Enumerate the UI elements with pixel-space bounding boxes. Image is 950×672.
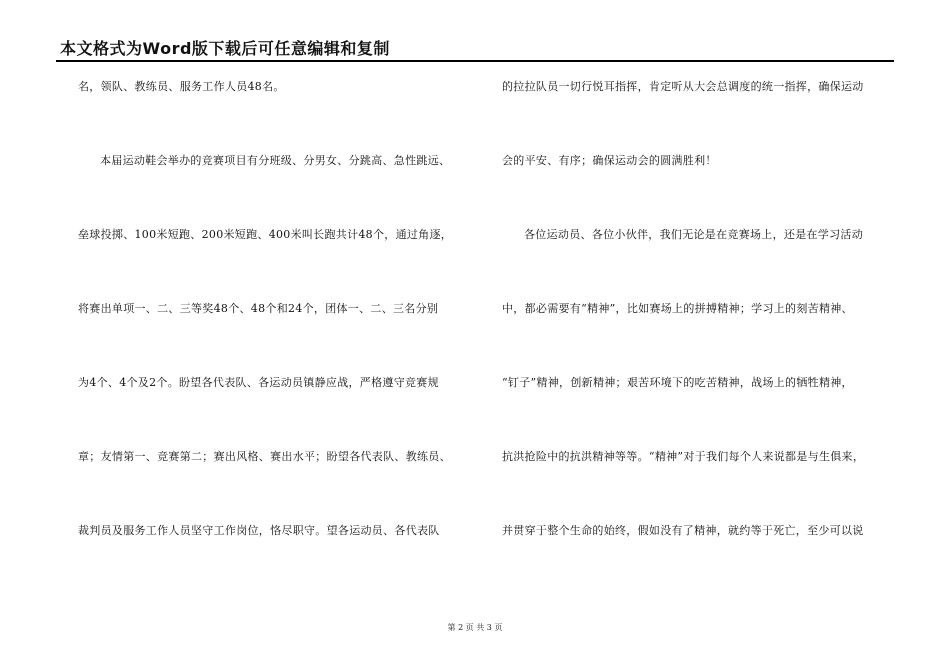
text-line: 章；友情第一、竞赛第二；赛出风格、赛出水平；盼望各代表队、教练员、 <box>78 450 451 463</box>
text-line: 并贯穿于整个生命的始终，假如没有了精神，就约等于死亡，至少可以说 <box>502 524 864 537</box>
text-line: 本届运动鞋会举办的竞赛项目有分班级、分男女、分跳高、急性跳远、 <box>100 154 451 167</box>
text-line: 为4个、4个及2个。盼望各代表队、各运动员镇静应战，严格遵守竞赛规 <box>78 376 439 389</box>
text-line: 的拉拉队员一切行悦耳指挥，肯定听从大会总调度的统一指挥，确保运动 <box>502 80 864 93</box>
text-line: 将赛出单项一、二、三等奖48个、48个和24个，团体一、二、三名分别 <box>78 302 439 315</box>
text-line: 中，都必需要有“精神”，比如赛场上的拼搏精神；学习上的刻苦精神、 <box>502 302 853 315</box>
text-line: 名，领队、教练员、服务工作人员48名。 <box>78 80 285 93</box>
text-line: 会的平安、有序；确保运动会的圆满胜利！ <box>502 154 717 167</box>
header-divider <box>56 60 894 62</box>
page-number-footer: 第 2 页 共 3 页 <box>447 623 503 632</box>
text-line: “钉子”精神，创新精神；艰苦环境下的吃苦精神，战场上的牺牲精神， <box>502 376 853 389</box>
text-line: 各位运动员、各位小伙伴，我们无论是在竞赛场上，还是在学习活动 <box>524 228 863 241</box>
right-text-column <box>502 80 894 598</box>
text-line: 抗洪抢险中的抗洪精神等等。“精神”对于我们每个人来说都是与生俱来， <box>502 450 865 463</box>
document-header-title: 本文格式为Word版下载后可任意编辑和复制 <box>60 39 390 58</box>
text-line: 裁判员及服务工作人员坚守工作岗位，恪尽职守。望各运动员、各代表队 <box>78 524 440 537</box>
text-line: 垒球投掷、100米短跑、200米短跑、400米叫长跑共计48个，通过角逐， <box>78 228 453 241</box>
left-text-column <box>78 80 478 598</box>
